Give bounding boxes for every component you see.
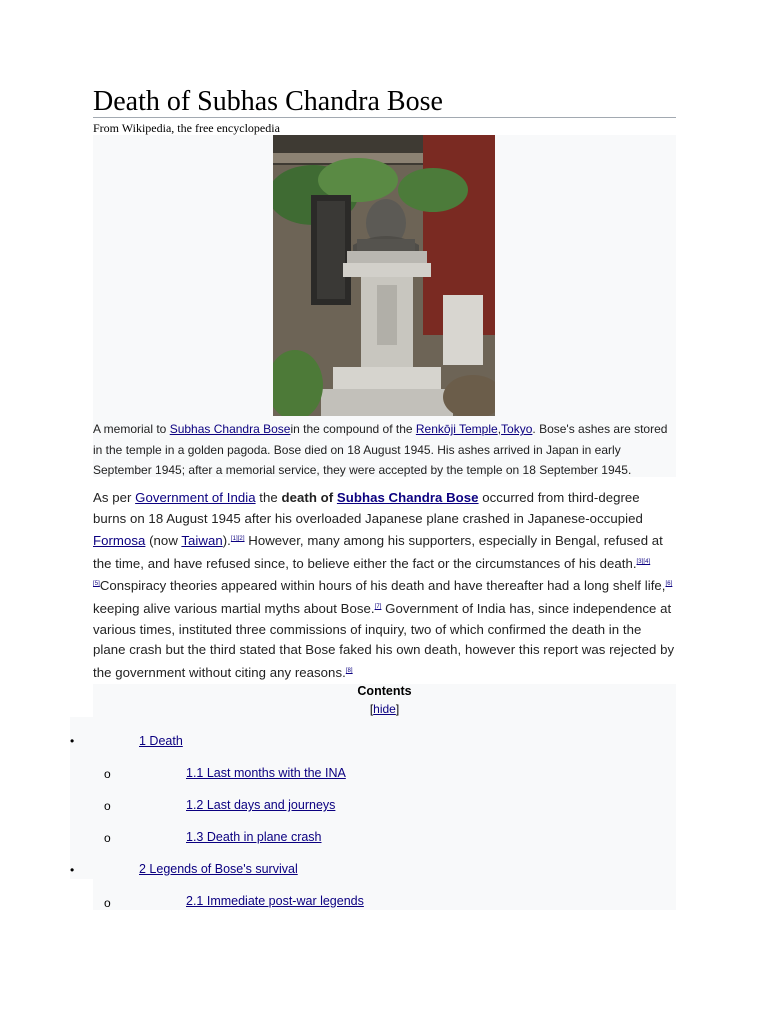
memorial-photo[interactable] <box>273 135 495 416</box>
bullet-hollow-icon: o <box>104 831 111 845</box>
toc-item-death[interactable]: 1 Death <box>139 734 183 748</box>
toc-item-post-war-legends[interactable]: 2.1 Immediate post-war legends <box>186 894 364 908</box>
toc-toggle <box>93 702 676 716</box>
reference-1-2[interactable]: [1][2] <box>230 536 245 543</box>
caption-text: A memorial to <box>93 422 170 436</box>
toc-item-last-months[interactable]: 1.1 Last months with the INA <box>186 766 346 780</box>
caption-link-temple[interactable]: Renkōji Temple <box>415 422 498 436</box>
paragraph-text: occurred from third-degree burns on 18 August 1945 after his overloaded Japanese plane crashed in Japanese-occupied <box>93 490 643 526</box>
paragraph-text: ). <box>222 533 231 549</box>
lead-paragraph <box>93 488 676 683</box>
caption-text: in the compound of the <box>290 422 416 436</box>
memorial-photo-image <box>273 135 495 416</box>
toc-item-last-days[interactable]: 1.2 Last days and journeys <box>186 798 336 812</box>
link-subhas-chandra-bose[interactable]: Subhas Chandra Bose <box>336 490 479 505</box>
paragraph-text: Conspiracy theories appeared within hours of his death and have thereafter had a long shelf life, <box>99 578 666 594</box>
toc-title: Contents <box>357 684 412 698</box>
paragraph-text: As per <box>93 490 136 505</box>
caption-text: , <box>497 422 502 436</box>
page-subtitle: From Wikipedia, the free encyclopedia <box>93 121 280 135</box>
reference-6[interactable]: [6] <box>665 581 673 588</box>
link-taiwan[interactable]: Taiwan <box>181 533 223 549</box>
bullet-hollow-icon: o <box>104 767 111 781</box>
paragraph-text: keeping alive various martial myths about Bose. <box>93 600 375 616</box>
figure-caption <box>93 419 676 481</box>
toc-hide-link[interactable]: hide <box>373 702 396 716</box>
paragraph-text: the <box>255 490 282 505</box>
paragraph-text: (now <box>145 533 182 549</box>
link-government-of-india[interactable]: Government of India <box>135 490 256 505</box>
memorial-figure <box>93 135 676 477</box>
table-of-contents <box>93 684 676 910</box>
bracket-open: [ <box>369 702 374 716</box>
reference-8[interactable]: [8] <box>345 667 353 674</box>
toc-item-plane-crash[interactable]: 1.3 Death in plane crash <box>186 830 322 844</box>
bullet-hollow-icon: o <box>104 896 111 910</box>
bullet-filled-icon: • <box>70 863 75 877</box>
bullet-filled-icon: • <box>70 734 75 748</box>
paragraph-text: However, many among his supporters, especially in Bengal, refused at the time, and have refused since, to believe either the fact or the circumstances of his death. <box>93 533 663 571</box>
toc-item-legends[interactable]: 2 Legends of Bose's survival <box>139 862 298 876</box>
page-title: Death of Subhas Chandra Bose <box>93 86 443 117</box>
caption-link-bose[interactable]: Subhas Chandra Bose <box>169 422 291 436</box>
caption-text: . Bose's ashes are stored in the temple in a golden pagoda. Bose died on 18 August 1945. His ashes arrived in Japan in early September 1945; after a memorial service, they were accepted by the temple on 18 September 1945. <box>93 422 668 477</box>
bullet-hollow-icon: o <box>104 799 111 813</box>
reference-3-4-5[interactable]: [3][4][5] <box>93 558 651 588</box>
title-divider <box>93 117 676 118</box>
bracket-close: ] <box>395 702 400 716</box>
caption-link-tokyo[interactable]: Tokyo <box>501 422 533 436</box>
reference-7[interactable]: [7] <box>374 603 382 610</box>
bold-term: death of <box>281 490 337 505</box>
link-formosa[interactable]: Formosa <box>93 533 146 549</box>
paragraph-text: Government of India has, since independence at various times, instituted three commissions of inquiry, two of which confirmed the death in the plane crash but the third stated that Bose faked his own death, however this report was rejected by the government without citing any reasons. <box>93 600 675 680</box>
